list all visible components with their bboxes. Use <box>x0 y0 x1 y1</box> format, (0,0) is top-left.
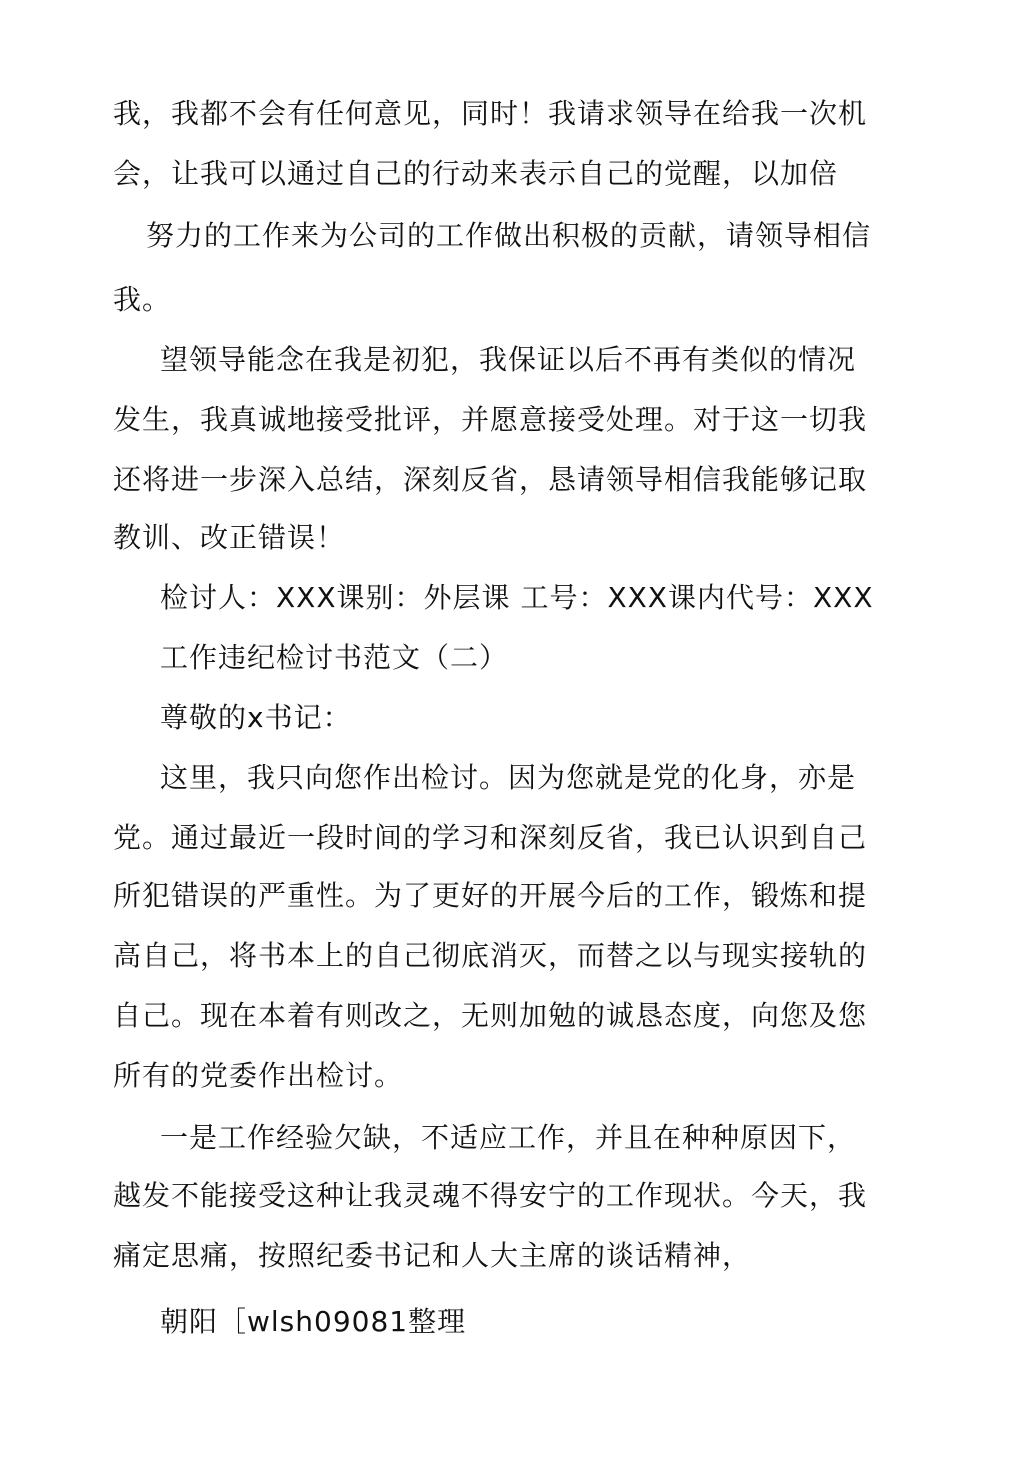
text-line: 努力的工作来为公司的工作做出积极的贡献，请领导相信 <box>146 219 872 252</box>
text-line: 望领导能念在我是初犯，我保证以后不再有类似的情况 <box>160 343 857 376</box>
text-line: 一是工作经验欠缺，不适应工作，并且在种种原因下， <box>160 1121 857 1154</box>
text-line: 会，让我可以通过自己的行动来表示自己的觉醒，以加倍 <box>113 157 839 190</box>
text-line: 所有的党委作出检讨。 <box>113 1059 404 1092</box>
text-line: 痛定思痛，按照纪委书记和人大主席的谈话精神， <box>113 1239 752 1272</box>
text-line: 自己。现在本着有则改之，无则加勉的诚恳态度，向您及您 <box>113 999 868 1032</box>
text-line: 党。通过最近一段时间的学习和深刻反省，我已认识到自己 <box>113 821 868 854</box>
text-line: 这里，我只向您作出检讨。因为您就是党的化身，亦是 <box>160 761 857 794</box>
text-line: 我，我都不会有任何意见，同时！我请求领导在给我一次机 <box>113 97 868 130</box>
text-line: 高自己，将书本上的自己彻底消灭，而替之以与现实接轨的 <box>113 939 868 972</box>
text-line: 我。 <box>113 283 172 316</box>
signature-line: 检讨人：XXX课别：外层课 工号：XXX课内代号：XXX <box>160 581 874 614</box>
footer-note: 朝阳［wlsh09081整理 <box>160 1305 467 1338</box>
text-line: 所犯错误的严重性。为了更好的开展今后的工作，锻炼和提 <box>113 879 868 912</box>
text-line: 教训、改正错误！ <box>113 521 346 554</box>
text-line: 发生，我真诚地接受批评，并愿意接受处理。对于这一切我 <box>113 403 868 436</box>
salutation: 尊敬的x书记： <box>160 701 352 734</box>
section-heading: 工作违纪检讨书范文（二） <box>160 641 509 674</box>
text-line: 还将进一步深入总结，深刻反省，恳请领导相信我能够记取 <box>113 463 868 496</box>
text-line: 越发不能接受这种让我灵魂不得安宁的工作现状。今天，我 <box>113 1179 868 1212</box>
